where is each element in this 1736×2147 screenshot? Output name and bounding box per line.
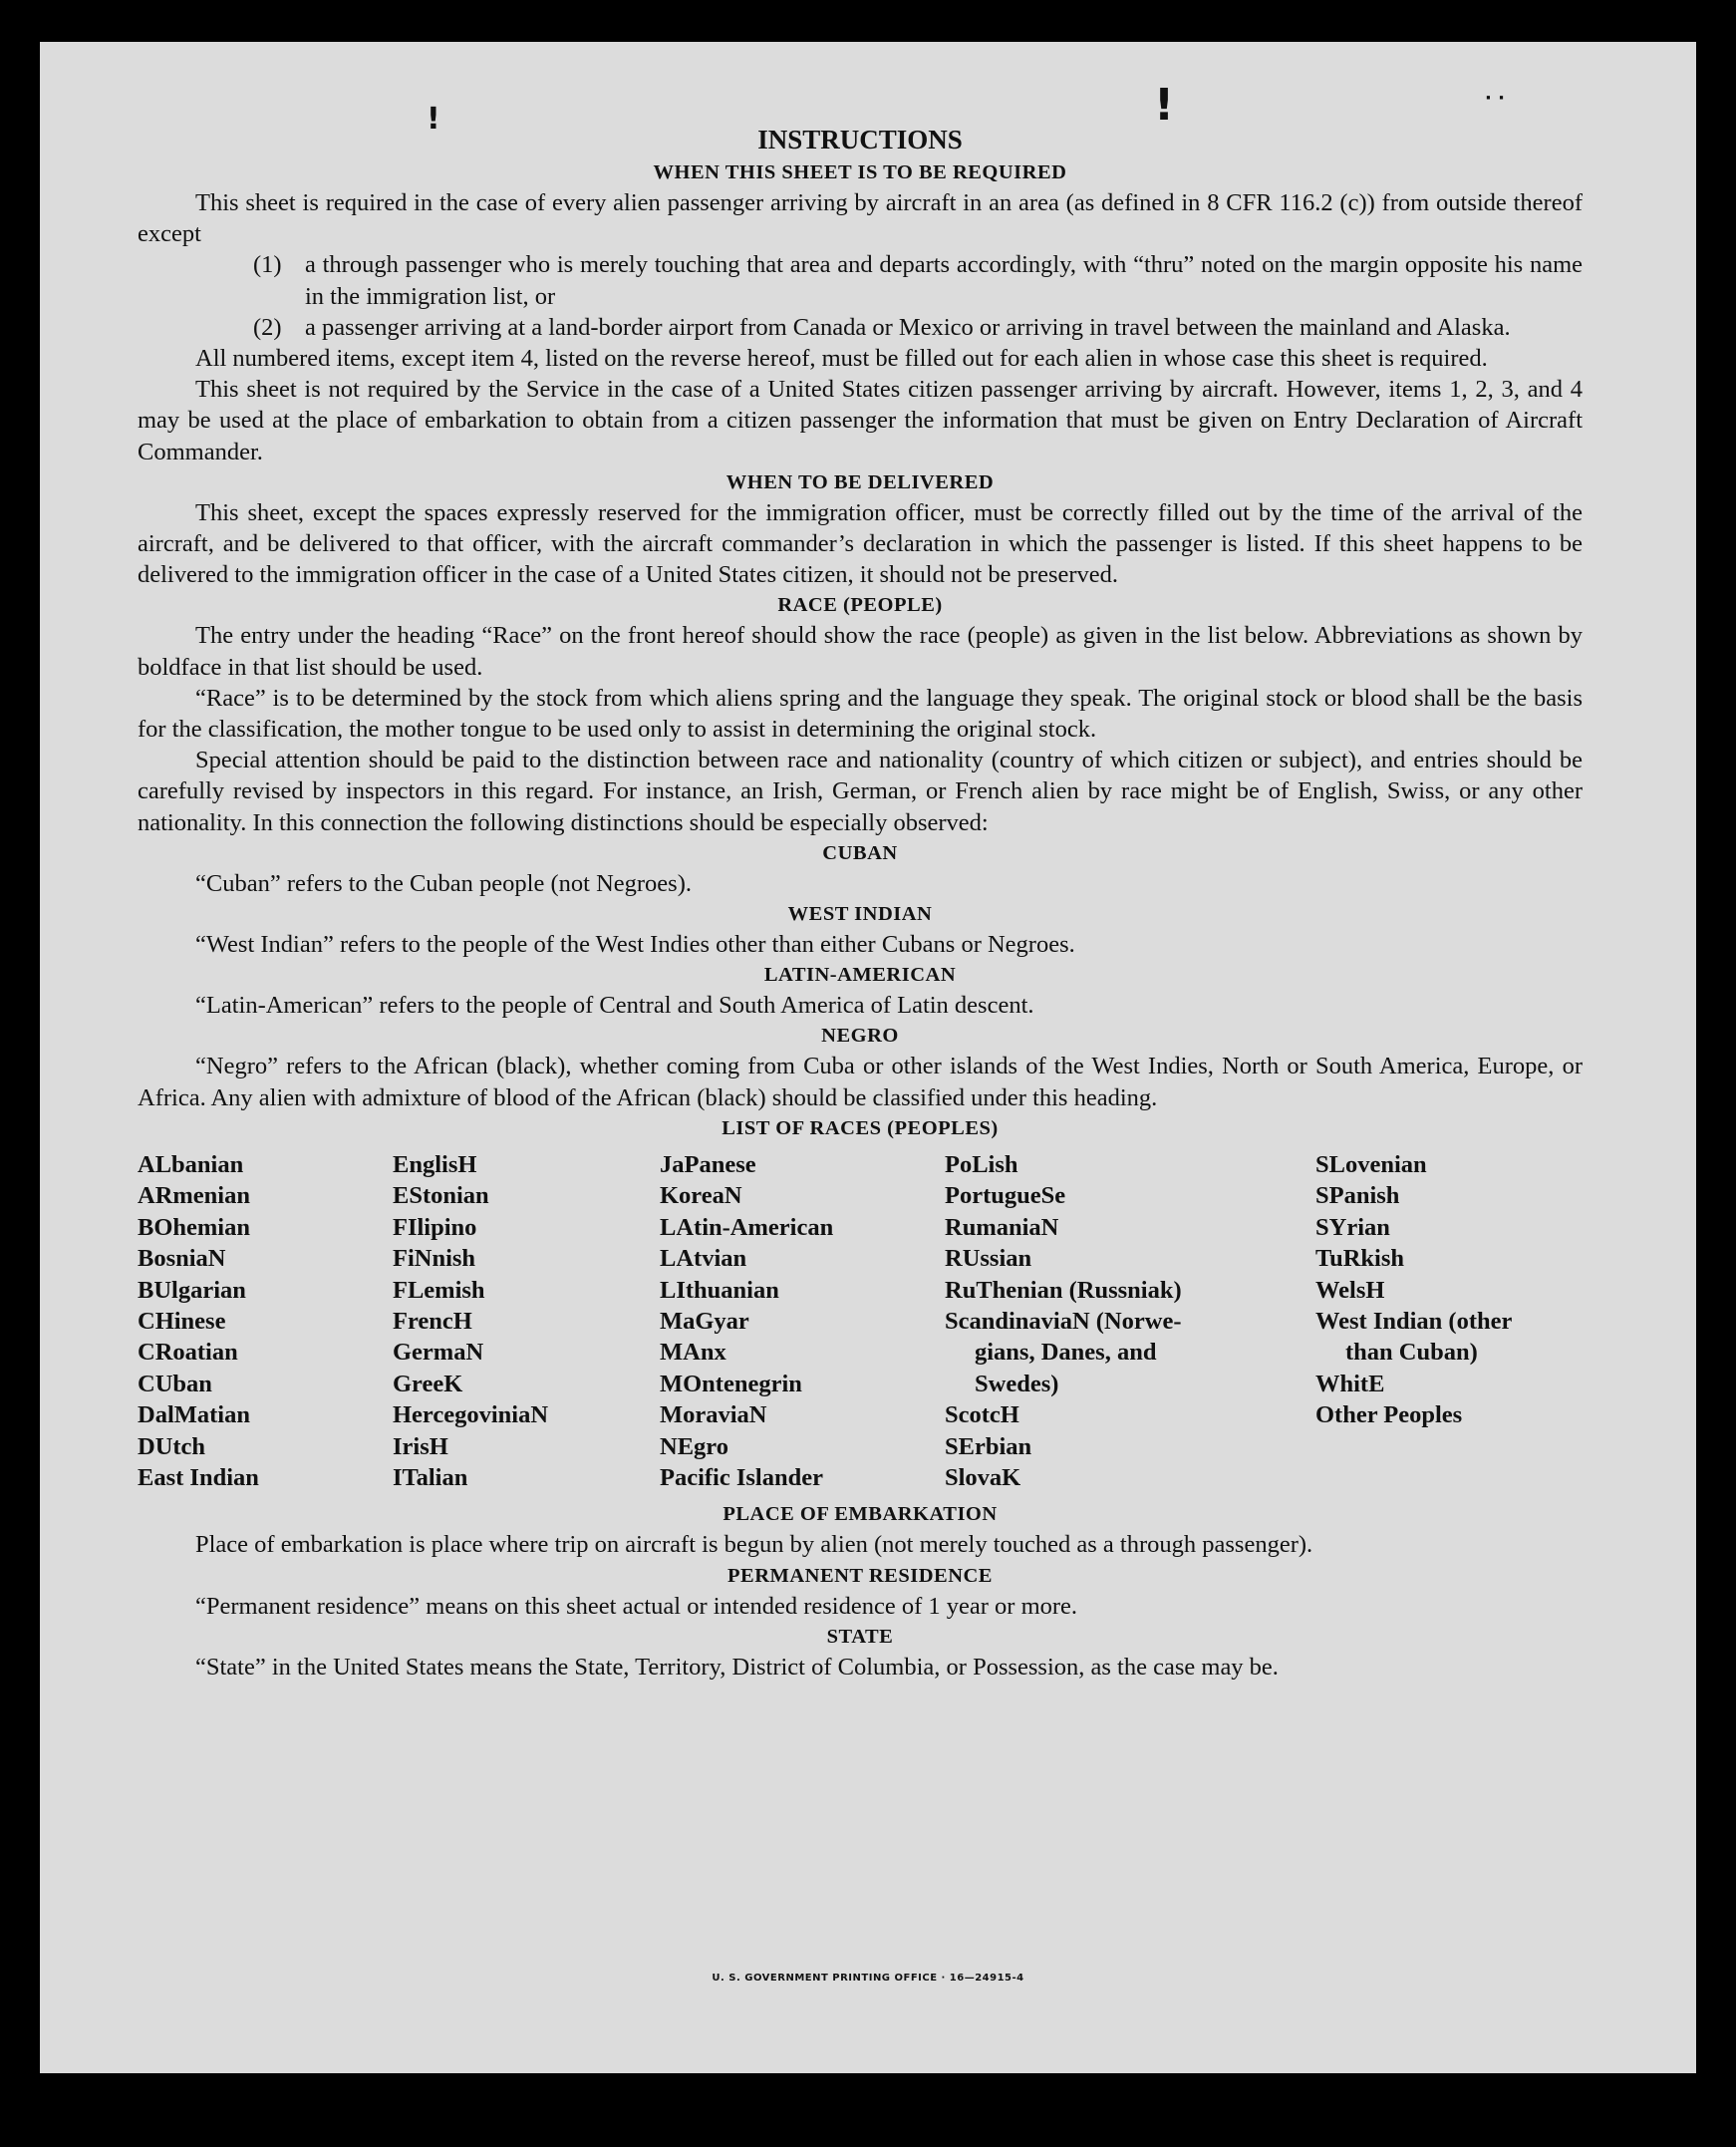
required-para-citizen: This sheet is not required by the Service in the case of a United States citizen passenger arriving by aircraft. However, items 1, 2, 3, and 4 may be used at the place of embarkation to obtain from a citizen passenger the information that must be given on Entry Declaration of Aircraft Commander.: [138, 376, 1583, 465]
item-text: a passenger arriving at a land-border airport from Canada or Mexico or arriving in travel between the mainland and Alaska.: [305, 313, 1511, 341]
item-number: (1): [253, 251, 282, 279]
heading-when-required: WHEN THIS SHEET IS TO BE REQUIRED: [653, 161, 1067, 183]
race-entry: PoLish: [945, 1150, 1018, 1178]
race-entry: than Cuban): [1345, 1339, 1478, 1367]
race-entry: ALbanian: [138, 1150, 244, 1178]
heading-list-of-races: LIST OF RACES (PEOPLES): [722, 1116, 999, 1139]
cuban-text: “Cuban” refers to the Cuban people (not Negroes).: [195, 869, 692, 897]
race-entry: FLemish: [393, 1276, 485, 1304]
stray-mark: !: [1154, 80, 1175, 131]
race-entry: Other Peoples: [1315, 1401, 1463, 1429]
race-entry: West Indian (other: [1315, 1307, 1513, 1335]
heading-cuban: CUBAN: [822, 841, 898, 864]
race-entry: MaGyar: [660, 1307, 749, 1335]
race-entry: ARmenian: [138, 1182, 250, 1210]
race-entry: MOntenegrin: [660, 1370, 802, 1397]
race-entry: SlovaK: [945, 1463, 1021, 1491]
race-entry: PortugueSe: [945, 1182, 1066, 1210]
heading-when-delivered: WHEN TO BE DELIVERED: [725, 470, 995, 493]
race-entry: MoraviaN: [660, 1401, 767, 1429]
race-entry: LIthuanian: [660, 1276, 779, 1304]
race-entry: RuThenian (Russniak): [945, 1276, 1182, 1304]
race-entry: RumaniaN: [945, 1213, 1059, 1241]
race-entry: CUban: [138, 1370, 212, 1397]
race-entry: ScotcH: [945, 1401, 1019, 1429]
required-intro: This sheet is required in the case of every alien passenger arriving by aircraft in an area (as defined in 8 CFR 116.2 (c)) from outside thereof except: [138, 189, 1583, 248]
race-entry: IrisH: [393, 1432, 448, 1460]
race-para-3: Special attention should be paid to the distinction between race and nationality (country of which citizen or subject), and entries should be carefully revised by inspectors in this regard. For instance, an Irish, German, or French alien by race might be of English, Swiss, or any other nationality. In this connection the following distinctions should be especially observed:: [138, 747, 1583, 836]
delivered-text: This sheet, except the spaces expressly reserved for the immigration officer, must be correctly filled out by the time of the arrival of the aircraft, and be delivered to that officer, with the aircraft commander’s declaration in which the passenger is listed. If this sheet happens to be delivered to the immigration officer in the case of a United States citizen, it should not be preserved.: [138, 498, 1583, 589]
race-entry: SLovenian: [1315, 1150, 1427, 1178]
printing-office-footer: U. S. GOVERNMENT PRINTING OFFICE · 16—24915-4: [712, 1973, 1024, 1984]
race-column-4: [945, 1149, 1315, 1493]
required-para-numbered-items: All numbered items, except item 4, listed on the reverse hereof, must be filled out for each alien in whose case this sheet is required.: [195, 345, 1488, 373]
race-entry: GreeK: [393, 1370, 463, 1397]
race-entry: ScandinaviaN (Norwe-: [945, 1307, 1182, 1335]
race-entry: WelsH: [1315, 1276, 1385, 1304]
race-entry: East Indian: [138, 1463, 259, 1491]
race-entry: RUssian: [945, 1245, 1032, 1273]
race-entry: BOhemian: [138, 1213, 250, 1241]
heading-place-of-embarkation: PLACE OF EMBARKATION: [723, 1503, 998, 1526]
document-page: [40, 42, 1696, 2073]
embarkation-text: Place of embarkation is place where trip on aircraft is begun by alien (not merely touched as a through passenger).: [195, 1531, 1313, 1559]
race-entry: HercegoviniaN: [393, 1401, 549, 1429]
heading-state: STATE: [826, 1625, 894, 1648]
item-number: (2): [253, 313, 282, 341]
state-text: “State” in the United States means the State, Territory, District of Columbia, or Possession, as the case may be.: [195, 1653, 1279, 1681]
race-entry: JaPanese: [660, 1150, 756, 1178]
stray-mark: · ·: [1485, 88, 1505, 109]
race-entry: FIlipino: [393, 1213, 477, 1241]
race-entry: NEgro: [660, 1432, 728, 1460]
race-entry: LAtin-American: [660, 1213, 834, 1241]
race-entry: WhitE: [1315, 1370, 1385, 1397]
race-entry: SErbian: [945, 1432, 1032, 1460]
race-entry: EStonian: [393, 1182, 489, 1210]
race-entry: DUtch: [138, 1432, 206, 1460]
race-entry: SYrian: [1315, 1213, 1390, 1241]
race-entry: FiNnish: [393, 1245, 476, 1273]
heading-west-indian: WEST INDIAN: [787, 903, 933, 926]
race-entry: Swedes): [975, 1370, 1059, 1397]
race-entry: DalMatian: [138, 1401, 250, 1429]
race-list: [138, 1149, 1583, 1493]
race-entry: FrencH: [393, 1307, 472, 1335]
race-entry: KoreaN: [660, 1182, 742, 1210]
latin-american-text: “Latin-American” refers to the people of Central and South America of Latin descent.: [195, 992, 1034, 1020]
race-entry: CHinese: [138, 1307, 226, 1335]
race-entry: BosniaN: [138, 1245, 226, 1273]
negro-text: “Negro” refers to the African (black), whether coming from Cuba or other islands of the West Indies, North or South America, Europe, or Africa. Any alien with admixture of blood of the African (black) should be classified under this heading.: [138, 1053, 1583, 1111]
race-entry: SPanish: [1315, 1182, 1400, 1210]
race-entry: MAnx: [660, 1339, 726, 1367]
race-entry: ITalian: [393, 1463, 468, 1491]
race-entry: gians, Danes, and: [975, 1339, 1157, 1367]
race-entry: GermaN: [393, 1339, 484, 1367]
heading-permanent-residence: PERMANENT RESIDENCE: [727, 1564, 993, 1587]
race-column-1: [138, 1149, 393, 1493]
heading-latin-american: LATIN-AMERICAN: [763, 964, 957, 987]
stray-mark: !: [427, 102, 440, 137]
instructions-body: [138, 122, 1583, 1683]
heading-negro: NEGRO: [821, 1025, 899, 1048]
race-entry: TuRkish: [1315, 1245, 1405, 1273]
race-para-1: The entry under the heading “Race” on the front hereof should show the race (people) as given in the list below. Abbreviations as shown by boldface in that list should be used.: [138, 622, 1583, 681]
item-text: a through passenger who is merely touching that area and departs accordingly, with “thru” noted on the margin opposite his name in the immigration list, or: [305, 251, 1583, 310]
exception-item-1: [138, 249, 1583, 311]
race-column-3: [660, 1149, 945, 1493]
exception-item-2: [138, 312, 1583, 343]
race-entry: LAtvian: [660, 1245, 747, 1273]
residence-text: “Permanent residence” means on this sheet actual or intended residence of 1 year or more.: [195, 1592, 1078, 1620]
heading-race: RACE (PEOPLE): [777, 594, 943, 617]
race-entry: CRoatian: [138, 1339, 238, 1367]
race-column-2: [393, 1149, 660, 1493]
west-indian-text: “West Indian” refers to the people of the West Indies other than either Cubans or Negroes.: [195, 931, 1075, 959]
race-entry: Pacific Islander: [660, 1463, 823, 1491]
race-entry: BUlgarian: [138, 1276, 246, 1304]
page-title: INSTRUCTIONS: [757, 125, 963, 154]
race-entry: EnglisH: [393, 1150, 477, 1178]
race-column-5: [1315, 1149, 1583, 1493]
race-para-2: “Race” is to be determined by the stock from which aliens spring and the language they speak. The original stock or blood shall be the basis for the classification, the mother tongue to be used only to assist in determining the original stock.: [138, 684, 1583, 744]
